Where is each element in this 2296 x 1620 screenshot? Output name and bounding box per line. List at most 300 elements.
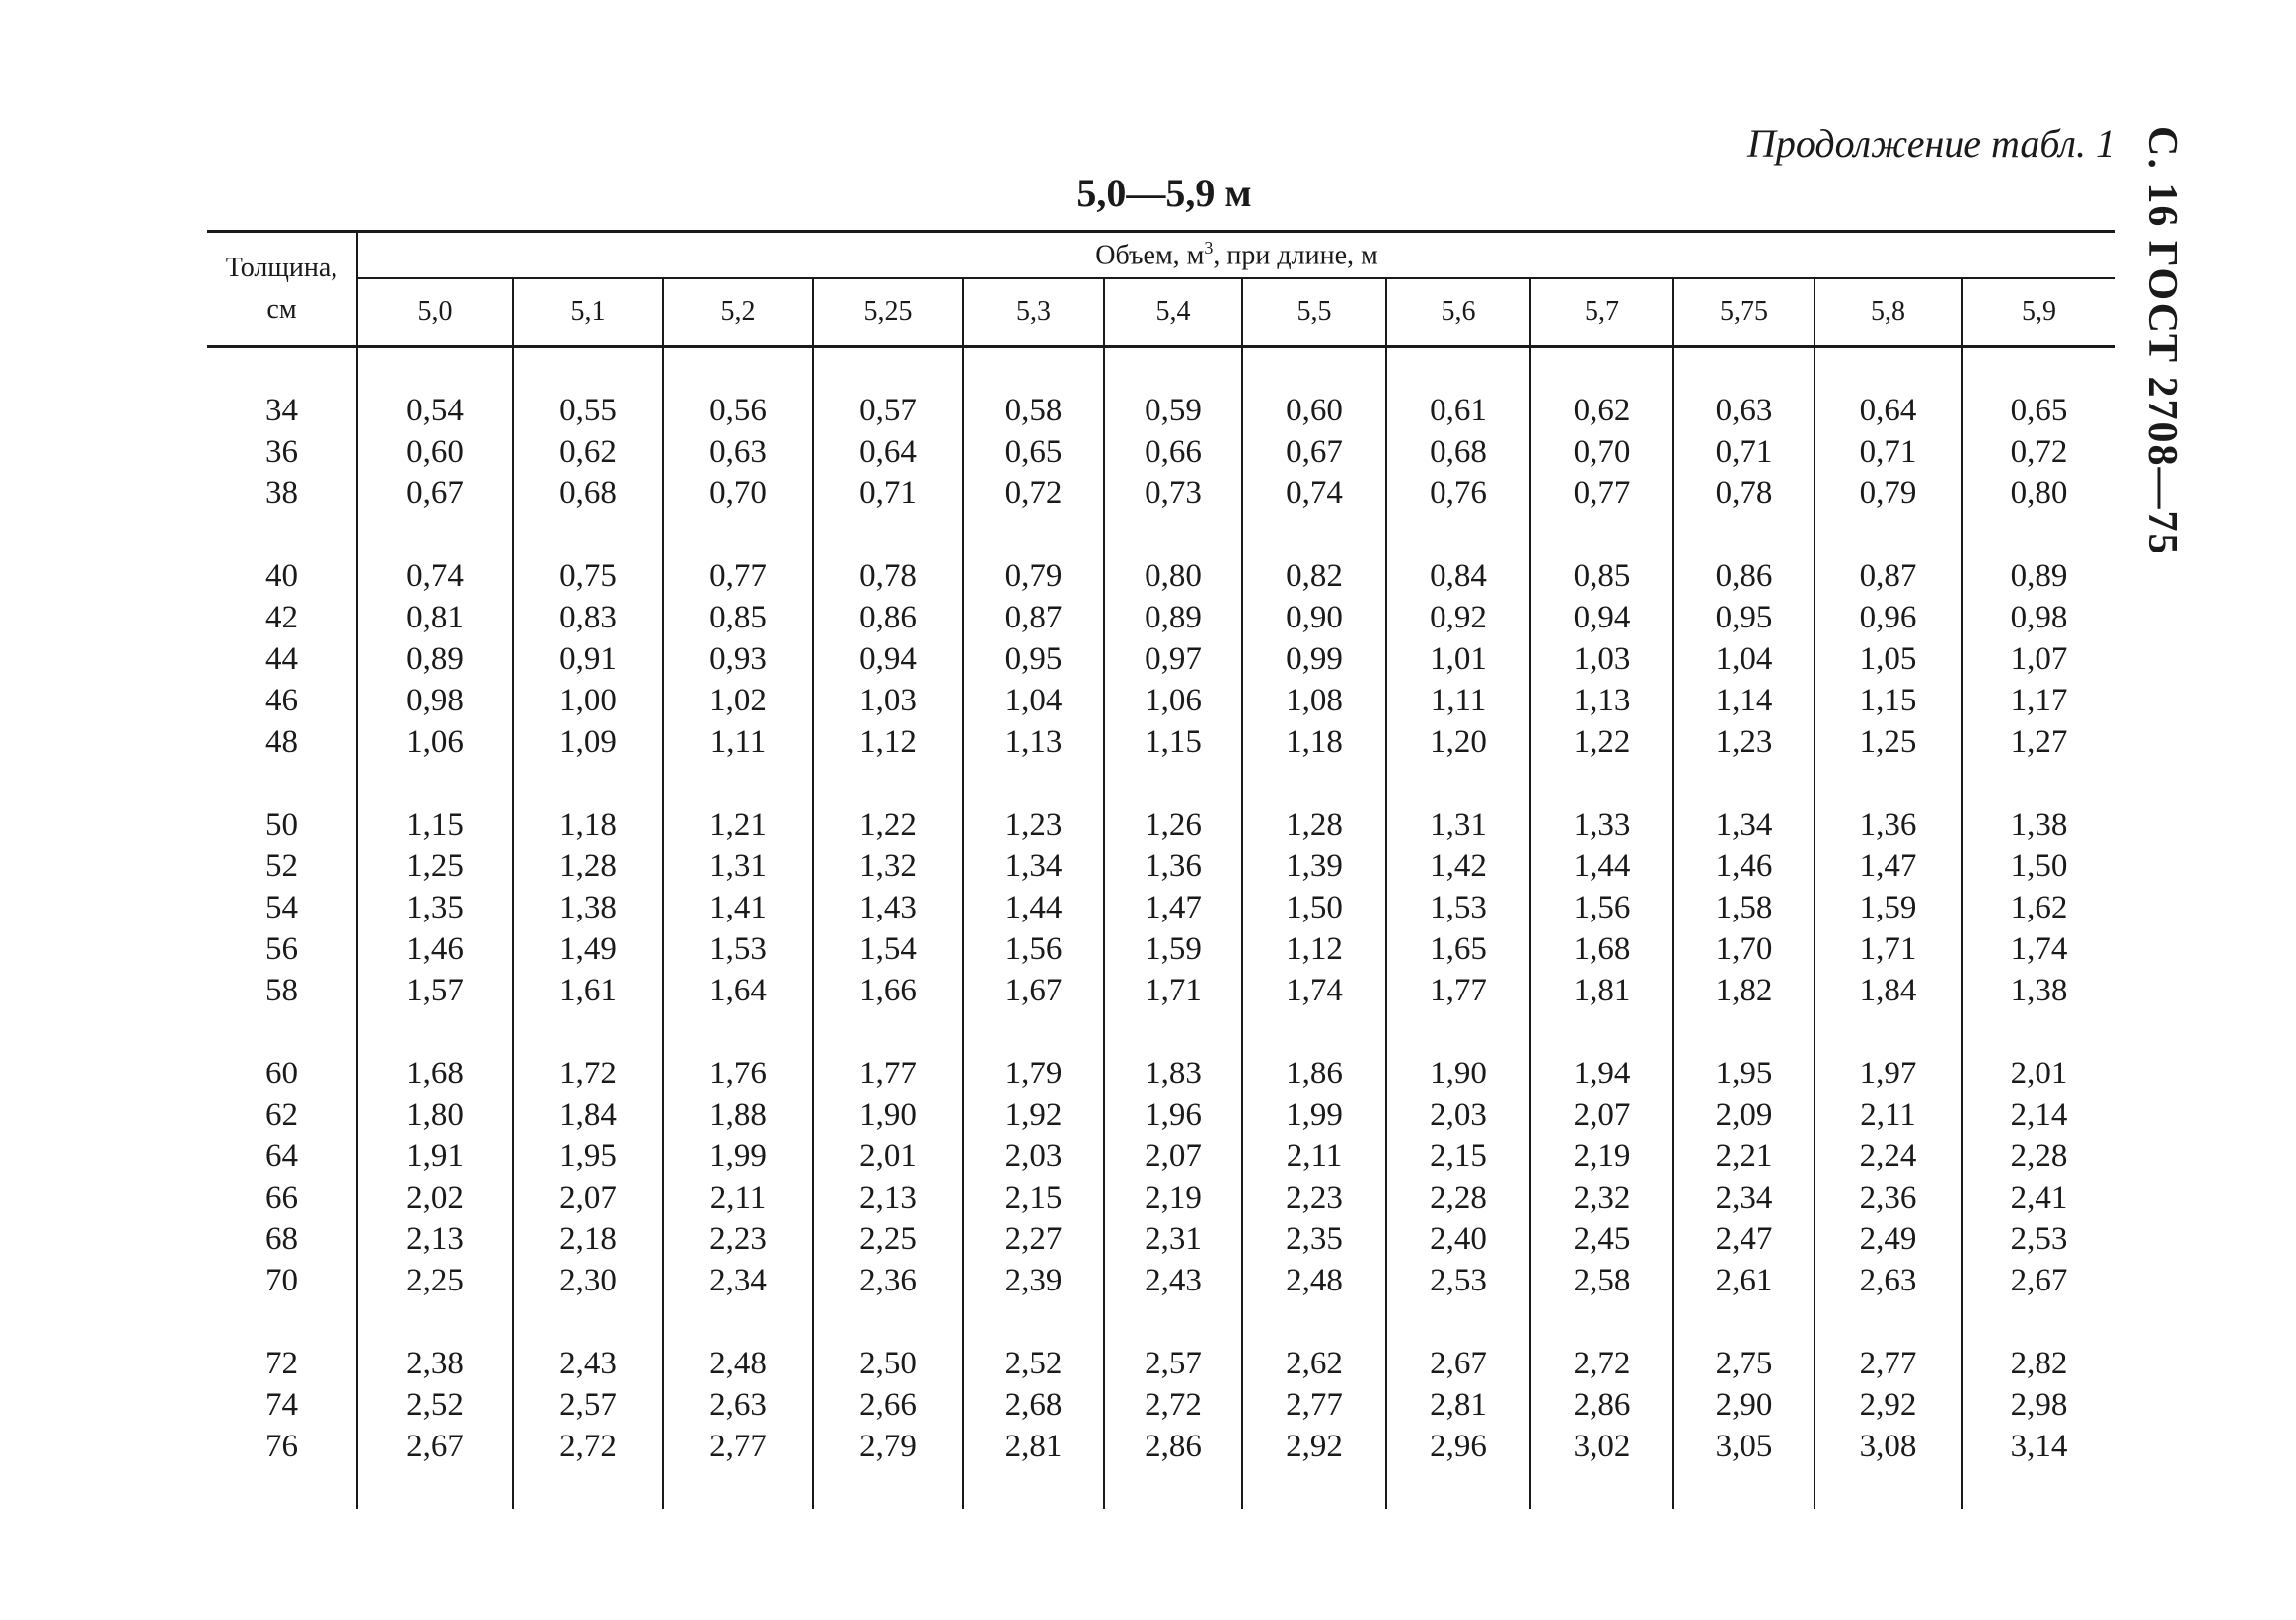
table-row — [207, 555, 2115, 597]
volume-cell: 3,14 — [1962, 1426, 2115, 1467]
volume-cell: 0,92 — [1386, 597, 1530, 638]
volume-cell: 2,96 — [1386, 1426, 1530, 1467]
volume-cell: 0,86 — [1673, 555, 1815, 597]
thickness-cell: 42 — [207, 597, 357, 638]
volume-cell: 1,03 — [1530, 638, 1673, 680]
table-row — [207, 680, 2115, 721]
volume-cell: 0,65 — [1962, 390, 2115, 431]
volume-cell: 1,84 — [1815, 970, 1962, 1011]
volume-cell: 1,44 — [1530, 846, 1673, 887]
volume-cell: 2,24 — [1815, 1136, 1962, 1177]
volume-cell: 1,91 — [407, 1139, 464, 1174]
table-row — [207, 1426, 2115, 1467]
volume-cell: 1,71 — [1815, 928, 1962, 970]
spacer-cell — [963, 347, 1104, 391]
volume-cell: 1,46 — [1673, 846, 1815, 887]
volume-cell: 2,68 — [963, 1384, 1104, 1426]
volume-cell: 2,57 — [513, 1384, 663, 1426]
volume-cell: 2,13 — [813, 1177, 963, 1218]
volume-header — [357, 232, 2115, 278]
spacer-cell — [1673, 1467, 1815, 1509]
volume-cell: 2,77 — [1242, 1384, 1386, 1426]
spacer-cell — [963, 514, 1104, 555]
volume-cell: 1,79 — [963, 1053, 1104, 1094]
volume-cell: 1,36 — [1104, 846, 1242, 887]
volume-cell: 1,46 — [407, 931, 464, 967]
thickness-cell: 50 — [207, 804, 357, 846]
table-row — [207, 928, 2115, 970]
volume-cell: 1,49 — [513, 928, 663, 970]
volume-cell: 1,47 — [1815, 846, 1962, 887]
volume-cell: 2,15 — [1386, 1136, 1530, 1177]
volume-cell: 0,71 — [1673, 431, 1815, 473]
volume-cell: 0,91 — [513, 638, 663, 680]
length-header-cell: 5,6 — [1386, 278, 1530, 347]
volume-cell: 1,97 — [1815, 1053, 1962, 1094]
volume-cell: 2,43 — [513, 1343, 663, 1384]
volume-cell: 1,95 — [1673, 1053, 1815, 1094]
volume-cell: 2,41 — [1962, 1177, 2115, 1218]
thickness-header — [207, 232, 357, 347]
volume-cell: 0,72 — [1962, 431, 2115, 473]
volume-cell: 2,34 — [663, 1260, 813, 1301]
volume-cell: 2,92 — [1242, 1426, 1386, 1467]
volume-cell: 3,05 — [1673, 1426, 1815, 1467]
spacer-cell — [1530, 763, 1673, 804]
volume-cell: 1,21 — [663, 804, 813, 846]
thickness-cell: 68 — [207, 1218, 357, 1260]
volume-cell: 0,84 — [1386, 555, 1530, 597]
spacer-cell — [207, 1467, 357, 1509]
volume-cell: 1,38 — [513, 887, 663, 928]
volume-cell: 1,74 — [1242, 970, 1386, 1011]
table-continuation-label: Продолжение табл. 1 — [1746, 121, 2115, 166]
volume-cell: 1,50 — [1962, 846, 2115, 887]
volume-cell: 1,07 — [1962, 638, 2115, 680]
volume-cell: 1,04 — [963, 680, 1104, 721]
volume-cell: 2,86 — [1530, 1384, 1673, 1426]
volume-cell: 0,59 — [1104, 390, 1242, 431]
table-row — [207, 970, 2115, 1011]
volume-cell: 2,25 — [407, 1263, 464, 1298]
volume-cell: 2,31 — [1104, 1218, 1242, 1260]
group-spacer — [207, 1301, 2115, 1343]
volume-cell: 2,81 — [963, 1426, 1104, 1467]
page-header: С. 16 ГОСТ 2708—75 — [2139, 126, 2185, 556]
volume-cell: 1,54 — [813, 928, 963, 970]
volume-cell: 1,71 — [1104, 970, 1242, 1011]
volume-cell: 1,11 — [1386, 680, 1530, 721]
volume-cell: 2,82 — [1962, 1343, 2115, 1384]
volume-cell: 1,18 — [1242, 721, 1386, 763]
spacer-cell — [963, 1011, 1104, 1053]
volume-cell: 0,70 — [663, 473, 813, 514]
volume-cell: 1,81 — [1530, 970, 1673, 1011]
volume-cell: 0,62 — [513, 431, 663, 473]
volume-cell: 0,70 — [1530, 431, 1673, 473]
volume-cell: 1,41 — [663, 887, 813, 928]
spacer-cell — [1104, 763, 1242, 804]
spacer-cell — [1815, 1467, 1962, 1509]
volume-cell: 0,77 — [663, 555, 813, 597]
length-header-cell: 5,5 — [1242, 278, 1386, 347]
volume-cell: 2,43 — [1104, 1260, 1242, 1301]
volume-cell: 2,45 — [1530, 1218, 1673, 1260]
thickness-cell: 36 — [207, 431, 357, 473]
volume-cell: 1,34 — [1673, 804, 1815, 846]
volume-cell: 1,77 — [813, 1053, 963, 1094]
length-header-cell: 5,8 — [1815, 278, 1962, 347]
volume-cell: 2,90 — [1673, 1384, 1815, 1426]
volume-cell: 1,53 — [663, 928, 813, 970]
thickness-cell: 58 — [207, 970, 357, 1011]
volume-cell: 2,07 — [513, 1177, 663, 1218]
volume-cell: 1,42 — [1386, 846, 1530, 887]
volume-cell: 1,11 — [663, 721, 813, 763]
spacer-cell — [1104, 1011, 1242, 1053]
volume-cell: 1,83 — [1104, 1053, 1242, 1094]
spacer-cell — [963, 1301, 1104, 1343]
spacer-cell — [513, 1467, 663, 1509]
volume-cell: 1,34 — [963, 846, 1104, 887]
table-row — [207, 1136, 2115, 1177]
spacer-cell — [1242, 347, 1386, 391]
spacer-cell — [1815, 347, 1962, 391]
spacer-cell — [357, 1301, 513, 1343]
volume-cell: 0,71 — [1815, 431, 1962, 473]
length-header-cell: 5,7 — [1530, 278, 1673, 347]
thickness-cell: 48 — [207, 721, 357, 763]
volume-cell: 2,11 — [1815, 1094, 1962, 1136]
volume-cell: 0,89 — [1962, 555, 2115, 597]
volume-cell: 2,53 — [1962, 1218, 2115, 1260]
table-row — [207, 431, 2115, 473]
volume-cell: 2,52 — [963, 1343, 1104, 1384]
spacer-cell — [1242, 1011, 1386, 1053]
spacer-cell — [1530, 1301, 1673, 1343]
table-row — [207, 473, 2115, 514]
volume-cell: 1,99 — [663, 1136, 813, 1177]
volume-cell: 0,89 — [407, 641, 464, 677]
volume-header-post: , при длине, м — [1213, 240, 1378, 271]
volume-cell: 2,07 — [1104, 1136, 1242, 1177]
group-spacer — [207, 347, 2115, 391]
volume-cell: 1,38 — [1962, 970, 2115, 1011]
spacer-cell — [1104, 347, 1242, 391]
volume-cell: 2,11 — [1242, 1136, 1386, 1177]
volume-cell: 1,53 — [1386, 887, 1530, 928]
spacer-cell — [1386, 347, 1530, 391]
volume-cell: 3,08 — [1815, 1426, 1962, 1467]
spacer-cell — [1962, 763, 2115, 804]
length-header-cell: 5,75 — [1673, 278, 1815, 347]
volume-cell: 1,31 — [663, 846, 813, 887]
volume-cell: 1,65 — [1386, 928, 1530, 970]
spacer-cell — [1386, 1467, 1530, 1509]
volume-cell: 1,94 — [1530, 1053, 1673, 1094]
length-header-cell: 5,2 — [663, 278, 813, 347]
thickness-cell: 56 — [207, 928, 357, 970]
thickness-cell: 64 — [207, 1136, 357, 1177]
length-header-cell: 5,3 — [963, 278, 1104, 347]
volume-cell: 1,59 — [1104, 928, 1242, 970]
volume-cell: 1,80 — [407, 1097, 464, 1133]
thickness-cell: 40 — [207, 555, 357, 597]
section-title: 5,0—5,9 м — [1076, 171, 1252, 215]
volume-cell: 1,44 — [963, 887, 1104, 928]
volume-cell: 1,68 — [407, 1056, 464, 1091]
volume-cell: 2,19 — [1530, 1136, 1673, 1177]
spacer-cell — [1386, 514, 1530, 555]
volume-cell: 0,98 — [407, 683, 464, 718]
volume-cell: 1,36 — [1815, 804, 1962, 846]
volume-cell: 1,74 — [1962, 928, 2115, 970]
volume-cell: 2,72 — [1530, 1343, 1673, 1384]
volume-cell: 1,31 — [1386, 804, 1530, 846]
volume-cell: 2,35 — [1242, 1218, 1386, 1260]
volume-cell: 3,02 — [1530, 1426, 1673, 1467]
volume-cell: 2,36 — [813, 1260, 963, 1301]
volume-cell: 2,02 — [407, 1180, 464, 1215]
volume-header-sup: 3 — [1204, 238, 1214, 258]
table-row — [207, 1177, 2115, 1218]
volume-cell: 1,18 — [513, 804, 663, 846]
table-row — [207, 846, 2115, 887]
volume-cell: 0,81 — [407, 600, 464, 635]
table-row — [207, 390, 2115, 431]
volume-cell: 0,89 — [1104, 597, 1242, 638]
spacer-cell — [1104, 1467, 1242, 1509]
volume-cell: 2,40 — [1386, 1218, 1530, 1260]
volume-cell: 1,90 — [813, 1094, 963, 1136]
spacer-cell — [1386, 1011, 1530, 1053]
volume-cell: 0,63 — [663, 431, 813, 473]
volume-cell: 2,19 — [1104, 1177, 1242, 1218]
volume-cell: 0,76 — [1386, 473, 1530, 514]
thickness-cell: 60 — [207, 1053, 357, 1094]
spacer-cell — [663, 1301, 813, 1343]
volume-cell: 0,74 — [407, 558, 464, 594]
spacer-cell — [1815, 763, 1962, 804]
spacer-cell — [663, 347, 813, 391]
volume-cell: 0,98 — [1962, 597, 2115, 638]
volume-cell: 0,58 — [963, 390, 1104, 431]
volume-cell: 1,95 — [513, 1136, 663, 1177]
spacer-cell — [1386, 1301, 1530, 1343]
volume-cell: 0,64 — [813, 431, 963, 473]
volume-cell: 0,60 — [1242, 390, 1386, 431]
volume-cell: 1,23 — [963, 804, 1104, 846]
volume-cell: 1,33 — [1530, 804, 1673, 846]
group-spacer — [207, 1011, 2115, 1053]
volume-cell: 0,96 — [1815, 597, 1962, 638]
volume-cell: 0,90 — [1242, 597, 1386, 638]
thickness-cell: 44 — [207, 638, 357, 680]
volume-cell: 0,65 — [963, 431, 1104, 473]
volume-cell: 2,75 — [1673, 1343, 1815, 1384]
volume-cell: 1,66 — [813, 970, 963, 1011]
volume-cell: 2,23 — [663, 1218, 813, 1260]
volume-cell: 0,62 — [1530, 390, 1673, 431]
thickness-cell: 38 — [207, 473, 357, 514]
volume-cell: 1,50 — [1242, 887, 1386, 928]
volume-cell: 0,85 — [663, 597, 813, 638]
volume-cell: 2,25 — [813, 1218, 963, 1260]
table-row — [207, 1094, 2115, 1136]
volume-table — [207, 230, 2115, 1509]
volume-cell: 1,25 — [1815, 721, 1962, 763]
volume-cell: 0,97 — [1104, 638, 1242, 680]
volume-cell: 0,54 — [407, 393, 464, 428]
thickness-header-line1: Толщина, — [225, 253, 338, 283]
volume-cell: 1,99 — [1242, 1094, 1386, 1136]
volume-cell: 2,77 — [663, 1426, 813, 1467]
spacer-cell — [1962, 1011, 2115, 1053]
volume-cell: 1,03 — [813, 680, 963, 721]
thickness-cell: 34 — [207, 390, 357, 431]
volume-cell: 1,15 — [1815, 680, 1962, 721]
spacer-cell — [1815, 514, 1962, 555]
spacer-cell — [1242, 1301, 1386, 1343]
volume-cell: 2,86 — [1104, 1426, 1242, 1467]
volume-cell: 1,72 — [513, 1053, 663, 1094]
spacer-cell — [813, 347, 963, 391]
volume-cell: 1,68 — [1530, 928, 1673, 970]
volume-cell: 0,87 — [963, 597, 1104, 638]
volume-cell: 2,13 — [407, 1221, 464, 1257]
spacer-cell — [357, 763, 513, 804]
volume-cell: 2,63 — [1815, 1260, 1962, 1301]
volume-cell: 0,79 — [963, 555, 1104, 597]
table-row — [207, 887, 2115, 928]
volume-cell: 1,96 — [1104, 1094, 1242, 1136]
thickness-cell: 46 — [207, 680, 357, 721]
volume-cell: 0,68 — [513, 473, 663, 514]
spacer-cell — [1673, 1301, 1815, 1343]
volume-cell: 0,94 — [813, 638, 963, 680]
volume-cell: 1,32 — [813, 846, 963, 887]
volume-cell: 1,20 — [1386, 721, 1530, 763]
volume-cell: 1,28 — [513, 846, 663, 887]
volume-cell: 2,28 — [1962, 1136, 2115, 1177]
volume-cell: 2,67 — [1386, 1343, 1530, 1384]
spacer-cell — [1242, 763, 1386, 804]
volume-cell: 0,95 — [1673, 597, 1815, 638]
thickness-cell: 62 — [207, 1094, 357, 1136]
spacer-cell — [207, 347, 357, 391]
volume-cell: 1,43 — [813, 887, 963, 928]
volume-cell: 1,76 — [663, 1053, 813, 1094]
volume-cell: 2,63 — [663, 1384, 813, 1426]
volume-cell: 2,81 — [1386, 1384, 1530, 1426]
volume-cell: 1,67 — [963, 970, 1104, 1011]
spacer-cell — [513, 514, 663, 555]
volume-cell: 0,80 — [1962, 473, 2115, 514]
volume-cell: 2,34 — [1673, 1177, 1815, 1218]
volume-cell: 2,28 — [1386, 1177, 1530, 1218]
table-row — [207, 1343, 2115, 1384]
volume-cell: 0,78 — [813, 555, 963, 597]
volume-cell: 0,80 — [1104, 555, 1242, 597]
spacer-cell — [813, 1011, 963, 1053]
spacer-cell — [207, 514, 357, 555]
length-header-cell: 5,9 — [1962, 278, 2115, 347]
volume-cell: 0,73 — [1104, 473, 1242, 514]
table-row — [207, 1384, 2115, 1426]
spacer-cell — [813, 763, 963, 804]
volume-cell: 0,56 — [663, 390, 813, 431]
volume-cell: 1,56 — [1530, 887, 1673, 928]
volume-cell: 0,86 — [813, 597, 963, 638]
volume-cell: 2,38 — [407, 1346, 464, 1381]
length-header-cell: 5,4 — [1104, 278, 1242, 347]
volume-cell: 0,67 — [407, 476, 464, 511]
spacer-cell — [357, 1467, 513, 1509]
spacer-cell — [1815, 1301, 1962, 1343]
volume-cell: 2,49 — [1815, 1218, 1962, 1260]
spacer-cell — [813, 1467, 963, 1509]
spacer-cell — [1530, 514, 1673, 555]
volume-cell: 0,68 — [1386, 431, 1530, 473]
volume-cell: 2,01 — [1962, 1053, 2115, 1094]
volume-cell: 2,30 — [513, 1260, 663, 1301]
volume-cell: 1,38 — [1962, 804, 2115, 846]
volume-cell: 2,36 — [1815, 1177, 1962, 1218]
volume-cell: 1,92 — [963, 1094, 1104, 1136]
volume-cell: 0,55 — [513, 390, 663, 431]
volume-cell: 1,47 — [1104, 887, 1242, 928]
spacer-cell — [513, 347, 663, 391]
volume-cell: 1,00 — [513, 680, 663, 721]
volume-cell: 1,08 — [1242, 680, 1386, 721]
volume-cell: 2,48 — [663, 1343, 813, 1384]
spacer-cell — [963, 763, 1104, 804]
table-row — [207, 597, 2115, 638]
volume-cell: 1,12 — [813, 721, 963, 763]
volume-cell: 1,61 — [513, 970, 663, 1011]
volume-cell: 1,86 — [1242, 1053, 1386, 1094]
volume-cell: 1,62 — [1962, 887, 2115, 928]
volume-cell: 0,94 — [1530, 597, 1673, 638]
spacer-cell — [1242, 514, 1386, 555]
table-row — [207, 804, 2115, 846]
volume-cell: 2,57 — [1104, 1343, 1242, 1384]
volume-cell: 1,84 — [513, 1094, 663, 1136]
volume-cell: 2,77 — [1815, 1343, 1962, 1384]
spacer-cell — [1104, 1301, 1242, 1343]
volume-cell: 1,01 — [1386, 638, 1530, 680]
volume-cell: 2,72 — [1104, 1384, 1242, 1426]
volume-cell: 1,39 — [1242, 846, 1386, 887]
table-row — [207, 721, 2115, 763]
volume-cell: 0,79 — [1815, 473, 1962, 514]
volume-cell: 2,67 — [407, 1429, 464, 1464]
thickness-cell: 72 — [207, 1343, 357, 1384]
spacer-cell — [1673, 347, 1815, 391]
volume-cell: 1,09 — [513, 721, 663, 763]
volume-cell: 1,14 — [1673, 680, 1815, 721]
volume-cell: 1,27 — [1962, 721, 2115, 763]
volume-cell: 2,72 — [513, 1426, 663, 1467]
spacer-cell — [963, 1467, 1104, 1509]
volume-cell: 2,27 — [963, 1218, 1104, 1260]
volume-cell: 2,01 — [813, 1136, 963, 1177]
volume-cell: 0,82 — [1242, 555, 1386, 597]
volume-cell: 1,13 — [1530, 680, 1673, 721]
volume-cell: 1,90 — [1386, 1053, 1530, 1094]
spacer-cell — [357, 1011, 513, 1053]
volume-cell: 0,93 — [663, 638, 813, 680]
